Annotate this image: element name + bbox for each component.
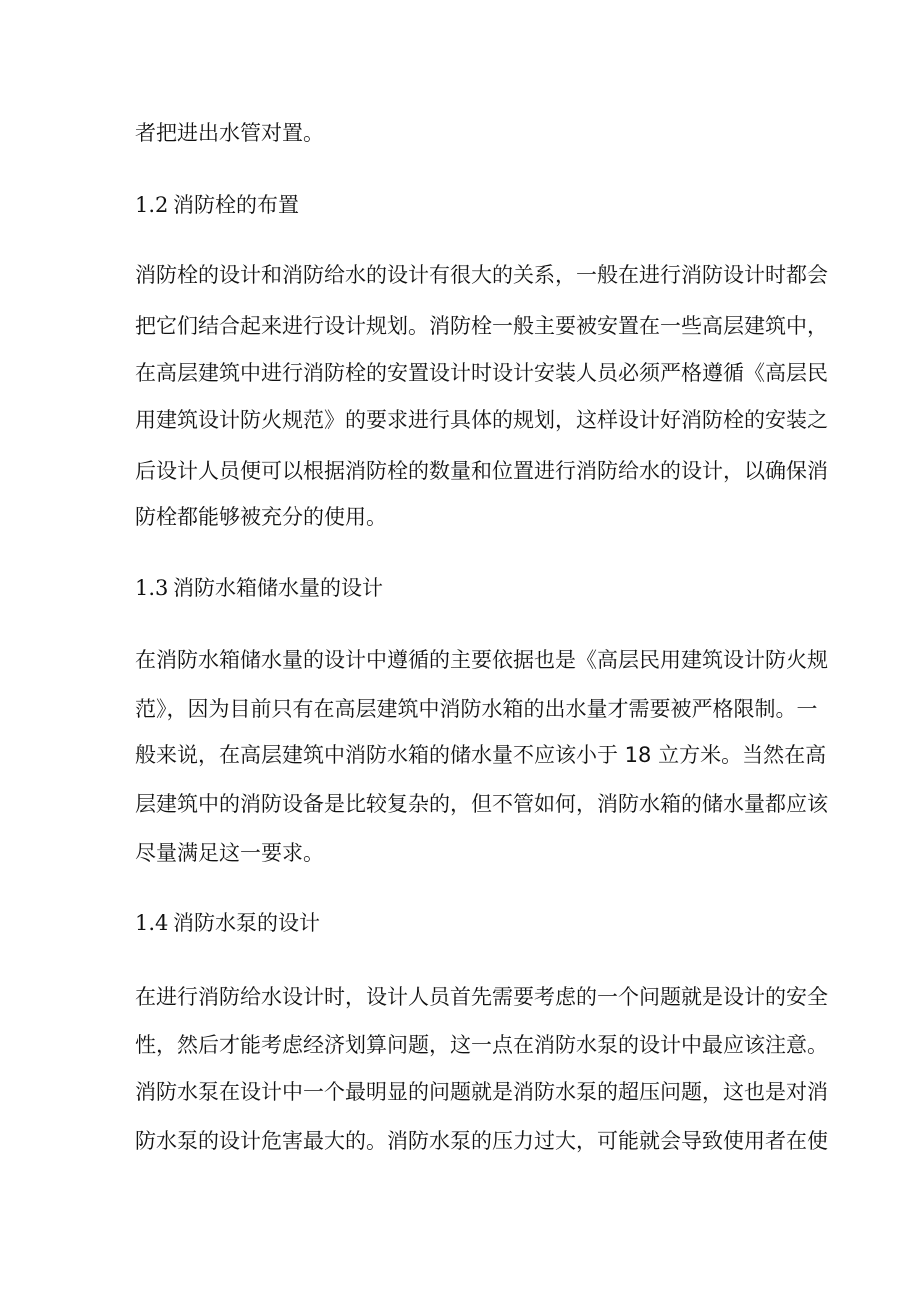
section-heading-1-4 — [135, 908, 320, 938]
paragraph-line: 防栓都能够被充分的使用。 — [135, 505, 387, 529]
paragraph-line: 后设计人员便可以根据消防栓的数量和位置进行消防给水的设计，以确保消 — [135, 459, 828, 483]
paragraph-line: 尽量满足这一要求。 — [135, 841, 324, 865]
section-number: 1.3 — [135, 576, 169, 600]
paragraph-line: 者把进出水管对置。 — [135, 121, 324, 145]
section-title: 消防水箱储水量的设计 — [173, 576, 383, 600]
paragraph-line: 把它们结合起来进行设计规划。消防栓一般主要被安置在一些高层建筑中， — [135, 314, 828, 338]
paragraph-line: 性，然后才能考虑经济划算问题，这一点在消防水泵的设计中最应该注意。 — [135, 1033, 828, 1057]
paragraph-line: 用建筑设计防火规范》的要求进行具体的规划，这样设计好消防栓的安装之 — [135, 408, 828, 432]
section-title: 消防栓的布置 — [173, 193, 299, 217]
paragraph-line: 防水泵的设计危害最大的。消防水泵的压力过大，可能就会导致使用者在使 — [135, 1129, 828, 1153]
paragraph-line: 消防水泵在设计中一个最明显的问题就是消防水泵的超压问题，这也是对消 — [135, 1080, 828, 1104]
section-heading-1-2 — [135, 190, 299, 220]
paragraph-line: 范》，因为目前只有在高层建筑中消防水箱的出水量才需要被严格限制。一 — [135, 697, 818, 721]
paragraph-line: 在消防水箱储水量的设计中遵循的主要依据也是《高层民用建筑设计防火规 — [135, 648, 828, 672]
paragraph-line: 层建筑中的消防设备是比较复杂的，但不管如何，消防水箱的储水量都应该 — [135, 792, 828, 816]
section-number: 1.4 — [135, 911, 169, 935]
paragraph-line: 消防栓的设计和消防给水的设计有很大的关系，一般在进行消防设计时都会 — [135, 263, 828, 287]
paragraph-line: 在高层建筑中进行消防栓的安置设计时设计安装人员必须严格遵循《高层民 — [135, 361, 828, 385]
section-title: 消防水泵的设计 — [173, 911, 320, 935]
section-heading-1-3 — [135, 573, 383, 603]
section-number: 1.2 — [135, 193, 169, 217]
paragraph-line: 般来说，在高层建筑中消防水箱的储水量不应该小于 18 立方米。当然在高 — [135, 743, 827, 767]
paragraph-line: 在进行消防给水设计时，设计人员首先需要考虑的一个问题就是设计的安全 — [135, 985, 828, 1009]
